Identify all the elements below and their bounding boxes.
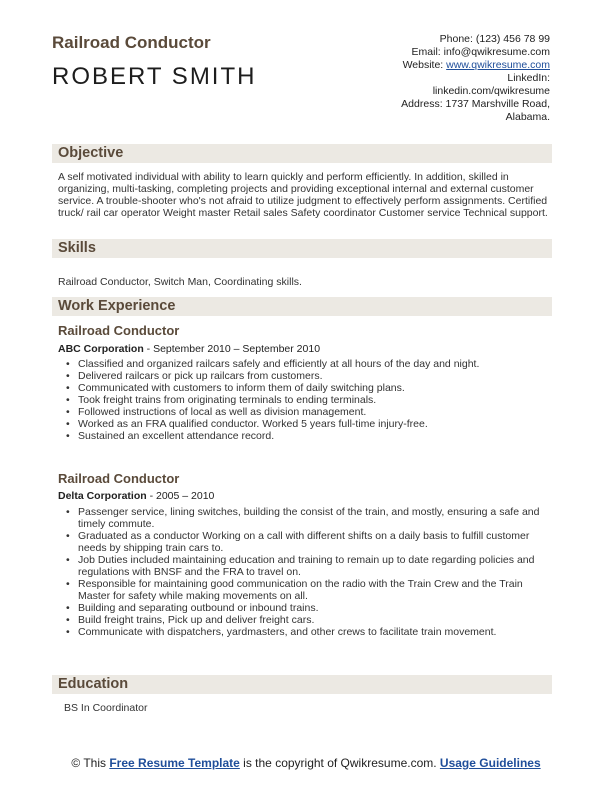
list-item: • Followed instructions of local as well as division management. <box>58 406 548 418</box>
list-item: • Communicate with dispatchers, yardmasters, and other crews to facilitate train movement. <box>58 626 548 638</box>
list-item: • Sustained an excellent attendance record. <box>58 430 548 442</box>
list-item: • Responsible for maintaining good communication on the radio with the Train Crew and the Train Master for safety while making movements on all. <box>58 578 548 602</box>
linkedin-url: linkedin.com/qwikresume <box>432 85 550 97</box>
list-item: • Delivered railcars or pick up railcars from customers. <box>58 370 548 382</box>
list-item: • Build freight trains, Pick up and deliver freight cars. <box>58 614 548 626</box>
job-2-company: Delta Corporation <box>58 490 147 502</box>
website-link[interactable]: www.qwikresume.com <box>446 59 550 71</box>
address-line-2: Alabama. <box>505 111 550 123</box>
list-item: • Graduated as a conductor Working on a call with different shifts on a daily basis to fulfill customer needs by shipping train cars to. <box>58 530 548 554</box>
linkedin-label: LinkedIn: <box>507 72 550 84</box>
phone: Phone: (123) 456 78 99 <box>439 33 550 45</box>
work-experience-heading: Work Experience <box>52 297 552 316</box>
job-1-company-line <box>58 343 320 355</box>
free-resume-template-link[interactable]: Free Resume Template <box>109 756 240 770</box>
job-1-dates: - September 2010 – September 2010 <box>143 343 321 355</box>
job-2-dates: - 2005 – 2010 <box>146 490 215 502</box>
footer-middle: is the copyright of Qwikresume.com. <box>239 756 440 770</box>
list-item: • Passenger service, lining switches, building the consist of the train, and mostly, ensuring a safe and timely commute. <box>58 506 548 530</box>
skills-heading: Skills <box>52 239 552 258</box>
copyright-footer <box>0 756 612 771</box>
job-2-company-line <box>58 490 214 502</box>
job-1-title: Railroad Conductor <box>58 323 180 338</box>
footer-prefix: © This <box>71 756 110 770</box>
skills-text: Railroad Conductor, Switch Man, Coordinating skills. <box>58 276 302 288</box>
job-title: Railroad Conductor <box>52 33 211 52</box>
objective-heading: Objective <box>52 144 552 163</box>
website <box>300 59 550 72</box>
address-line-1: Address: 1737 Marshville Road, <box>401 98 550 110</box>
job-2-bullets <box>58 506 548 638</box>
education-text: BS In Coordinator <box>64 702 148 714</box>
website-label: Website: <box>402 59 447 71</box>
list-item: • Took freight trains from originating terminals to ending terminals. <box>58 394 548 406</box>
job-1-bullets <box>58 358 548 442</box>
contact-block <box>300 33 550 124</box>
job-1-company: ABC Corporation <box>58 343 144 355</box>
list-item: • Communicated with customers to inform them of daily switching plans. <box>58 382 548 394</box>
candidate-name: ROBERT SMITH <box>52 63 257 90</box>
list-item: • Building and separating outbound or inbound trains. <box>58 602 548 614</box>
education-heading: Education <box>52 675 552 694</box>
usage-guidelines-link[interactable]: Usage Guidelines <box>439 756 541 770</box>
list-item: • Classified and organized railcars safely and efficiently at all hours of the day and night. <box>58 358 548 370</box>
objective-text: A self motivated individual with ability to learn quickly and perform efficiently. In addition, skilled in organizing, multi-tasking, completing projects and providing exceptional internal and external customer service. A trouble-shooter who's not afraid to utilize judgment to effectively perform assignments. Certified truck/ rail car operator Weight master Retail sales Safety coordinator Customer service Technical support. <box>58 171 548 219</box>
job-2-title: Railroad Conductor <box>58 471 180 486</box>
list-item: • Worked as an FRA qualified conductor. Worked 5 years full-time injury-free. <box>58 418 548 430</box>
email: Email: info@qwikresume.com <box>411 46 550 58</box>
list-item: • Job Duties included maintaining education and training to remain up to date regarding policies and regulations with BNSF and the FRA to travel on. <box>58 554 548 578</box>
